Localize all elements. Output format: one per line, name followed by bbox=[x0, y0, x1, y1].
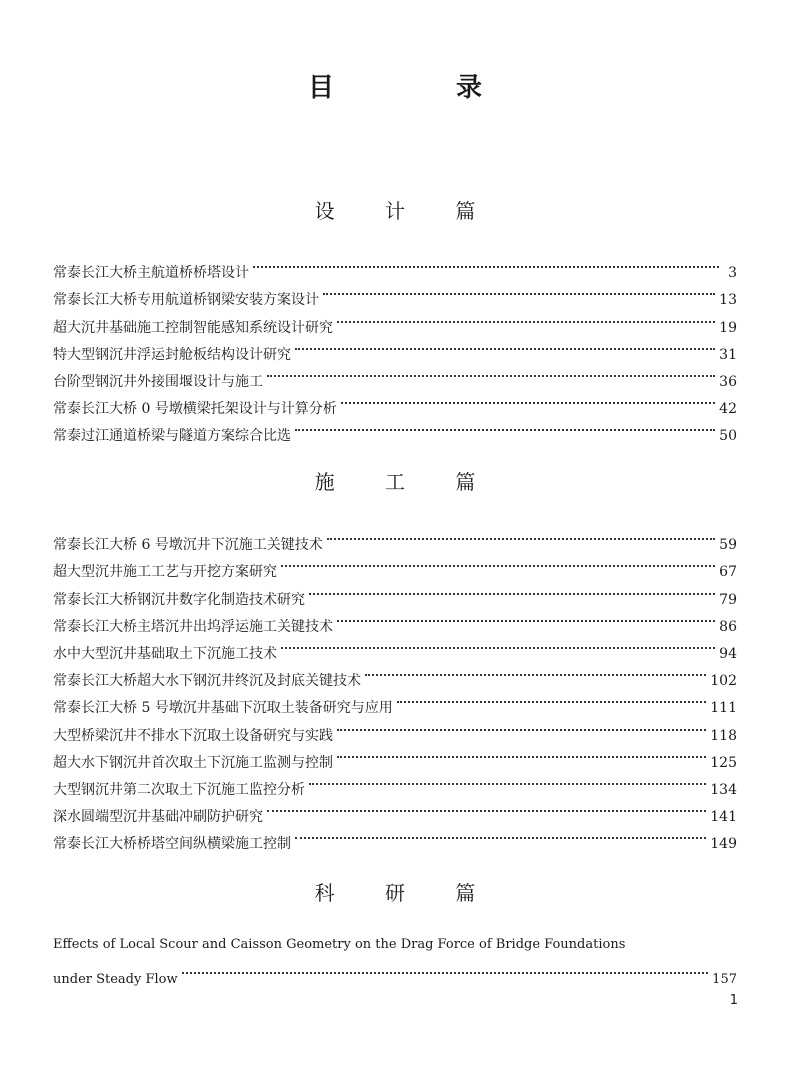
section-heading-research: 科 研 篇 bbox=[314, 881, 498, 905]
toc-entry-title: 深水圆端型沉井基础冲刷防护研究 bbox=[53, 809, 263, 826]
dot-leader bbox=[327, 522, 715, 549]
toc-entry-page: 42 bbox=[719, 401, 737, 418]
dot-leader bbox=[253, 250, 719, 277]
toc-entry-title: 水中大型沉井基础取土下沉施工技术 bbox=[53, 645, 277, 662]
toc-entry-title: 大型钢沉井第二次取土下沉施工监控分析 bbox=[53, 781, 305, 798]
toc-entry-title: 台阶型钢沉井外接围堰设计与施工 bbox=[53, 373, 263, 390]
dot-leader bbox=[337, 712, 706, 739]
dot-leader bbox=[337, 304, 715, 331]
dot-leader bbox=[295, 413, 715, 440]
dot-leader bbox=[323, 277, 715, 304]
toc-entry-title: 常泰长江大桥超大水下钢沉井终沉及封底关键技术 bbox=[53, 673, 361, 690]
toc-entry-title: 常泰长江大桥主航道桥桥塔设计 bbox=[53, 265, 249, 282]
toc-entry-page: 149 bbox=[710, 836, 737, 853]
dot-leader bbox=[337, 604, 715, 631]
toc-entry-page: 36 bbox=[719, 373, 737, 390]
toc-entry-page: 125 bbox=[710, 754, 737, 771]
toc-entry-page: 13 bbox=[719, 292, 737, 309]
dot-leader bbox=[365, 658, 706, 685]
toc-entry-title: 常泰长江大桥专用航道桥钢梁安装方案设计 bbox=[53, 292, 319, 309]
toc-entry-title: 超大水下钢沉井首次取土下沉施工监测与控制 bbox=[53, 754, 333, 771]
toc-entry-title: 特大型钢沉井浮运封舱板结构设计研究 bbox=[53, 346, 291, 363]
dot-leader bbox=[267, 359, 715, 386]
toc-entry-title: 大型桥梁沉井不排水下沉取土设备研究与实践 bbox=[53, 727, 333, 744]
toc-entry-title: 常泰长江大桥 0 号墩横梁托架设计与计算分析 bbox=[53, 401, 337, 418]
dot-leader bbox=[397, 685, 706, 712]
dot-leader bbox=[281, 549, 715, 576]
toc-entry-page: 31 bbox=[719, 346, 737, 363]
dot-leader bbox=[309, 576, 715, 603]
section-heading-construction: 施 工 篇 bbox=[314, 470, 498, 494]
toc-entry-page: 157 bbox=[712, 972, 737, 987]
toc-entry-page: 102 bbox=[710, 673, 737, 690]
dot-leader bbox=[182, 963, 709, 983]
toc-entry-page: 118 bbox=[710, 727, 737, 744]
dot-leader bbox=[267, 794, 706, 821]
toc-entry-page: 59 bbox=[719, 537, 737, 554]
dot-leader bbox=[337, 740, 706, 767]
toc-entry-title-line1[interactable]: Effects of Local Scour and Caisson Geometry on the Drag Force of Bridge Foundations bbox=[53, 937, 626, 952]
toc-entry[interactable] bbox=[53, 522, 737, 554]
toc-list-design bbox=[53, 250, 737, 445]
toc-entry[interactable] bbox=[53, 250, 737, 282]
dot-leader bbox=[309, 767, 706, 794]
dot-leader bbox=[341, 386, 715, 413]
toc-entry-page: 67 bbox=[719, 564, 737, 581]
toc-entry-title: 常泰长江大桥 6 号墩沉井下沉施工关键技术 bbox=[53, 537, 323, 554]
dot-leader bbox=[295, 332, 715, 359]
toc-entry-page: 3 bbox=[728, 265, 737, 282]
toc-entry-page: 141 bbox=[710, 809, 737, 826]
toc-entry-page: 86 bbox=[719, 618, 737, 635]
toc-entry-title: 常泰过江通道桥梁与隧道方案综合比选 bbox=[53, 428, 291, 445]
toc-entry-page: 111 bbox=[710, 700, 737, 717]
toc-entry-title: 常泰长江大桥桥塔空间纵横梁施工控制 bbox=[53, 836, 291, 853]
page-title: 目 录 bbox=[307, 73, 530, 103]
toc-entry-page: 79 bbox=[719, 591, 737, 608]
page-number: 1 bbox=[729, 993, 738, 1008]
toc-entry-page: 94 bbox=[719, 645, 737, 662]
toc-entry-title-line2: under Steady Flow bbox=[53, 972, 178, 987]
toc-entry-page: 19 bbox=[719, 319, 737, 336]
dot-leader bbox=[281, 631, 715, 658]
toc-entry-title: 常泰长江大桥主塔沉井出坞浮运施工关键技术 bbox=[53, 618, 333, 635]
toc-entry-page: 50 bbox=[719, 428, 737, 445]
dot-leader bbox=[295, 821, 706, 848]
section-heading-design: 设 计 篇 bbox=[314, 199, 498, 223]
toc-list-construction bbox=[53, 522, 737, 853]
toc-entry-title: 常泰长江大桥钢沉井数字化制造技术研究 bbox=[53, 591, 305, 608]
toc-entry-title: 超大型沉井施工工艺与开挖方案研究 bbox=[53, 564, 277, 581]
toc-entry[interactable] bbox=[53, 963, 737, 990]
toc-entry-title: 超大沉井基础施工控制智能感知系统设计研究 bbox=[53, 319, 333, 336]
toc-entry-page: 134 bbox=[710, 781, 737, 798]
toc-entry-title: 常泰长江大桥 5 号墩沉井基础下沉取土装备研究与应用 bbox=[53, 700, 393, 717]
